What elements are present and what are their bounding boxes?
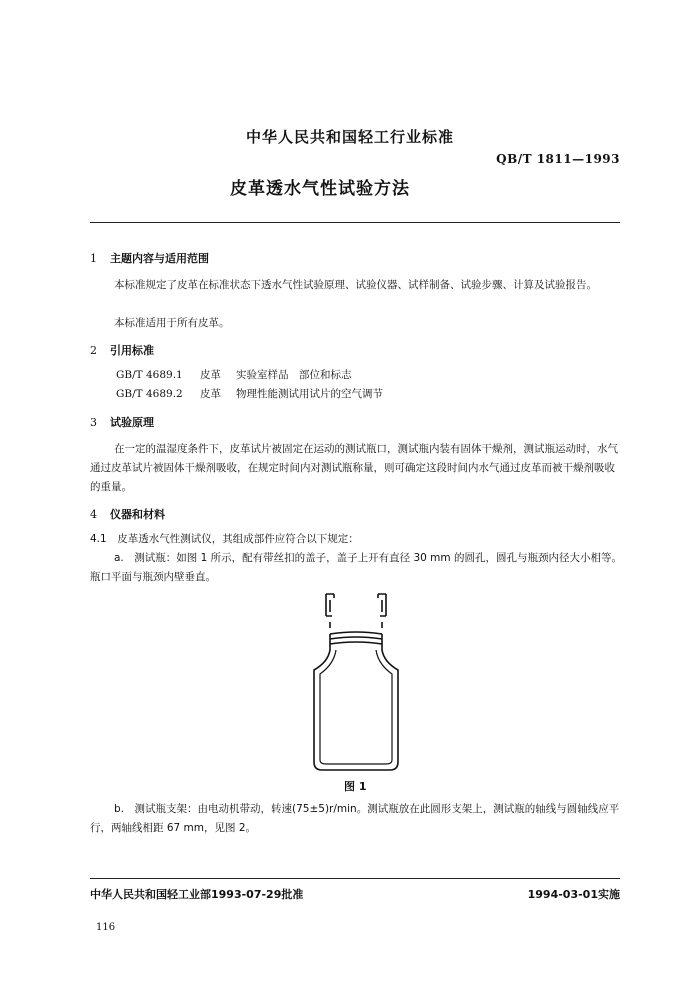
section-title: 仪器和材料 (110, 508, 165, 521)
clause-4-1-b (90, 800, 622, 838)
paragraph-text: 本标准规定了皮革在标准状态下透水气性试验原理、试验仪器、试样制备、试验步骤、计算及试验报告。 (114, 279, 597, 291)
section-number: 2 (90, 344, 97, 357)
section-1-paragraph-2 (90, 314, 622, 333)
paragraph-text: b. 测试瓶支架：由电动机带动，转速(75±5)r/min。测试瓶放在此圆形支架上，测试瓶的轴线与圆轴线应平行，两轴线相距 67 mm，见图 2。 (90, 803, 620, 834)
test-bottle-figure (300, 590, 420, 776)
section-title: 主题内容与适用范围 (110, 252, 209, 265)
figure-1-caption: 图 1 (344, 780, 367, 793)
clause-4-1-a (90, 549, 622, 587)
section-number: 4 (90, 508, 97, 521)
reference-item (116, 367, 352, 382)
section-number: 1 (90, 252, 97, 265)
reference-item (116, 386, 383, 401)
paragraph-text: 在一定的温湿度条件下，皮革试片被固定在运动的测试瓶口，测试瓶内装有固体干燥剂，测试瓶运动时，水气通过皮革试片被固体干燥剂吸收，在规定时间内对测试瓶称量，则可确定这段时间内水气通过皮革而被干燥剂吸收的重量。 (90, 443, 618, 493)
section-title: 试验原理 (110, 416, 154, 429)
section-title: 引用标准 (110, 344, 154, 357)
paragraph-text: 本标准适用于所有皮革。 (114, 317, 230, 329)
page-number: 116 (96, 922, 116, 933)
reference-subject: 皮革 (200, 388, 221, 400)
section-3-paragraph (90, 440, 622, 497)
section-3-heading (90, 414, 154, 430)
standard-number: QB/T 1811—1993 (496, 152, 620, 166)
section-2-heading (90, 342, 154, 358)
section-4-heading (90, 506, 165, 522)
section-1-paragraph-1 (90, 276, 622, 295)
document-title: 皮革透水气性试验方法 (230, 179, 410, 199)
reference-code: GB/T 4689.1 (116, 369, 183, 381)
header-divider (90, 222, 620, 223)
effective-date: 1994-03-01实施 (527, 888, 620, 901)
section-number: 3 (90, 416, 97, 429)
footer-divider (90, 878, 620, 879)
standard-organization-heading: 中华人民共和国轻工行业标准 (245, 128, 454, 146)
reference-subject: 皮革 (200, 369, 221, 381)
paragraph-text: 4.1 皮革透水气性测试仪，其组成部件应符合以下规定： (90, 533, 359, 545)
approval-date: 中华人民共和国轻工业部1993-07-29批准 (90, 888, 304, 901)
reference-code: GB/T 4689.2 (116, 388, 183, 400)
section-1-heading (90, 250, 209, 266)
paragraph-text: a. 测试瓶：如图 1 所示，配有带丝扣的盖子，盖子上开有直径 30 mm 的圆孔，圆孔与瓶颈内径大小相等。瓶口平面与瓶颈内壁垂直。 (90, 552, 622, 583)
clause-4-1 (90, 530, 622, 549)
reference-title: 实验室样品 部位和标志 (236, 369, 352, 381)
reference-title: 物理性能测试用试片的空气调节 (236, 388, 383, 400)
